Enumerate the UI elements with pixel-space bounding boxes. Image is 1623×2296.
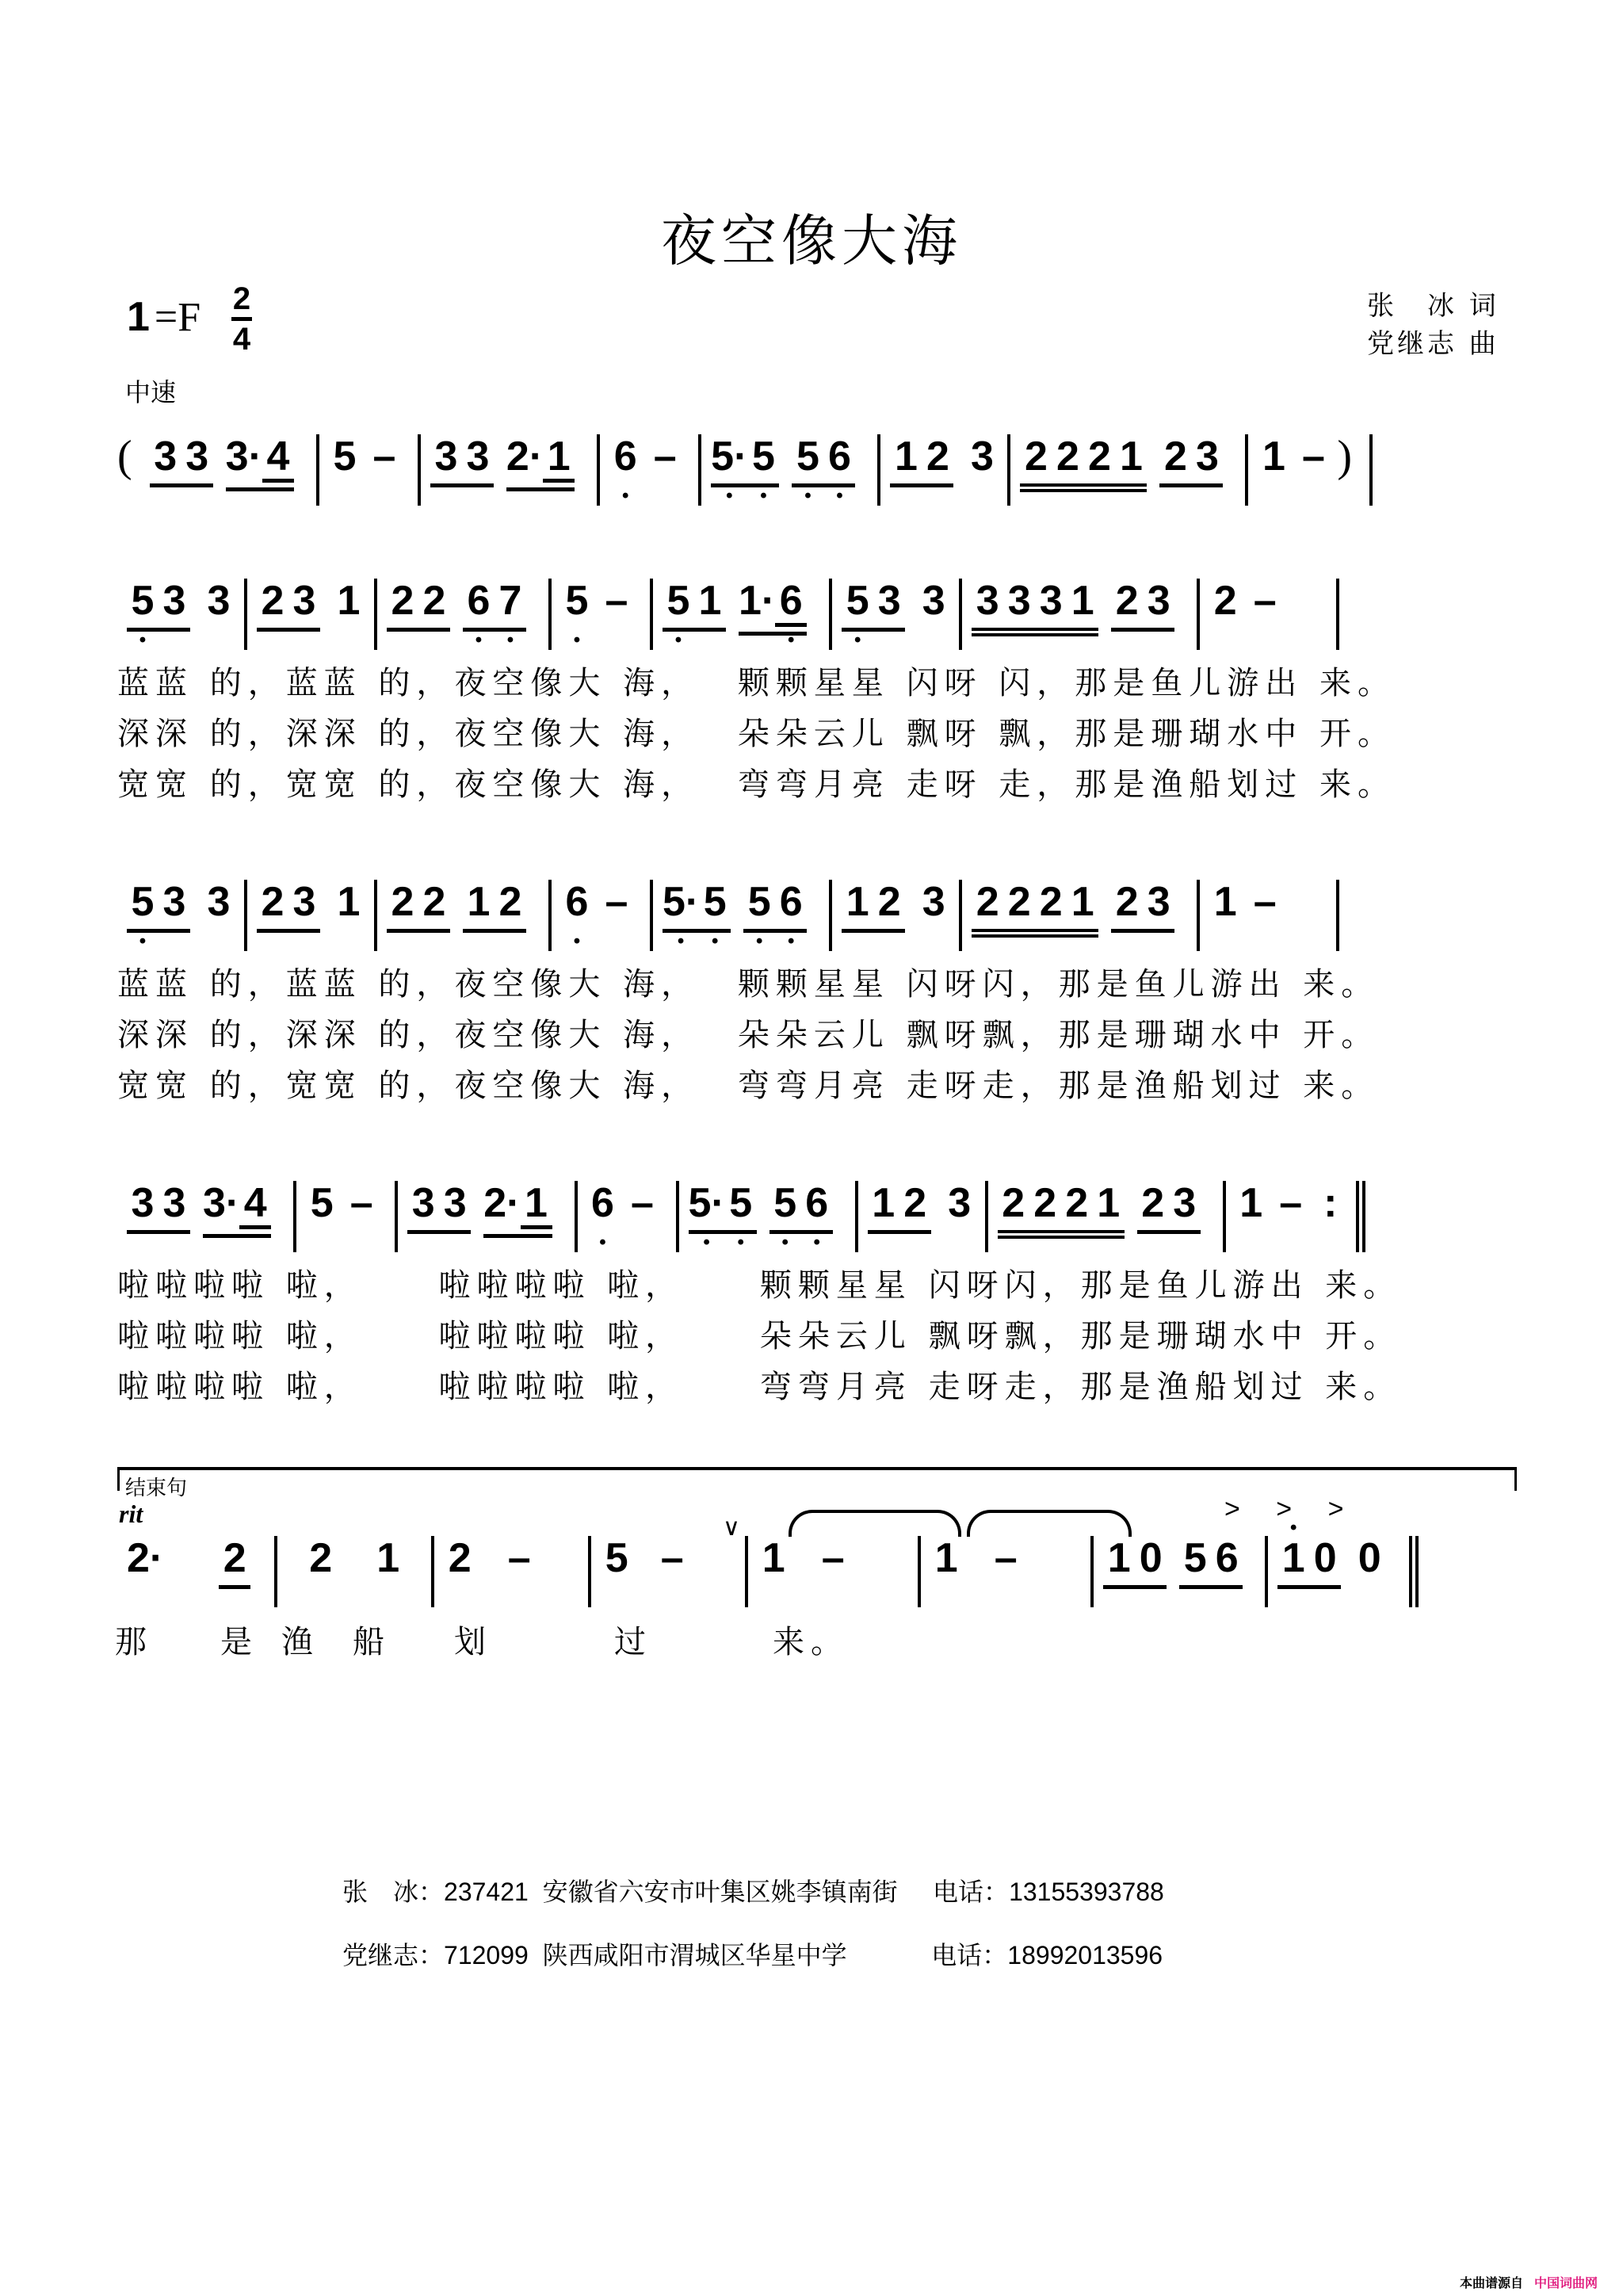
measure bbox=[293, 1181, 395, 1252]
verse-notes bbox=[117, 1181, 1512, 1260]
verse-system-1 bbox=[117, 579, 1512, 810]
note-group bbox=[127, 880, 190, 933]
note: 3 bbox=[207, 879, 231, 925]
note: 3 bbox=[162, 578, 186, 624]
spacer bbox=[529, 1941, 543, 1969]
note: 4 bbox=[262, 434, 294, 483]
coda-lyric: 来。 bbox=[773, 1624, 849, 1660]
note-group bbox=[1179, 1536, 1243, 1589]
dash: – bbox=[821, 1535, 845, 1581]
note-group bbox=[972, 880, 1098, 938]
lyric-line: 宽宽 的，宽宽 的，夜空像大 海， 弯弯月亮 走呀走，那是渔船划过 来。 bbox=[117, 1068, 1380, 1104]
note-group bbox=[890, 434, 953, 487]
note: 1 bbox=[1097, 1180, 1121, 1226]
composer-credit: 党继志 曲 bbox=[1367, 328, 1499, 360]
intro-system bbox=[117, 434, 1512, 514]
note: 2· bbox=[127, 1535, 164, 1581]
note: 3 bbox=[1147, 578, 1170, 624]
measure bbox=[1265, 1536, 1419, 1607]
note: 5· • bbox=[663, 880, 699, 924]
note: 3 bbox=[411, 1180, 435, 1226]
note-group bbox=[1111, 880, 1174, 933]
note: 3 bbox=[1147, 879, 1170, 925]
measure bbox=[374, 880, 548, 951]
measure bbox=[117, 579, 244, 650]
lyric-line: 宽宽 的，宽宽 的，夜空像大 海， 弯弯月亮 走呀 走，那是渔船划过 来。 bbox=[117, 766, 1396, 803]
note: 2 bbox=[422, 879, 446, 925]
note-group bbox=[387, 579, 450, 632]
measure bbox=[117, 1536, 274, 1607]
note: 2 bbox=[223, 1535, 246, 1581]
key-note: =F bbox=[154, 295, 201, 340]
coda-system bbox=[117, 1536, 1512, 1615]
note: 2 bbox=[976, 879, 999, 925]
contact-name: 党继志： bbox=[342, 1941, 445, 1969]
note: 1 bbox=[337, 879, 361, 925]
note: 2 bbox=[877, 879, 901, 925]
measure bbox=[985, 1181, 1223, 1252]
note: 1 bbox=[543, 434, 575, 483]
note-group bbox=[792, 434, 855, 487]
note: 2 bbox=[261, 879, 285, 925]
note: 1 bbox=[872, 1180, 896, 1226]
note: 5 • bbox=[747, 434, 779, 479]
ending-bracket bbox=[117, 1467, 1517, 1491]
dash: – bbox=[507, 1535, 531, 1581]
note-group bbox=[868, 1181, 931, 1234]
contact-phone: 13155393788 bbox=[1009, 1878, 1164, 1906]
note: 2 bbox=[926, 434, 949, 479]
note: 3 bbox=[292, 879, 316, 925]
note: 5 • bbox=[725, 1181, 757, 1225]
measure bbox=[244, 579, 374, 650]
spacer bbox=[898, 1878, 933, 1906]
coda-lyric: 是 bbox=[220, 1624, 258, 1660]
measure bbox=[1245, 434, 1373, 506]
verse-system-2 bbox=[117, 880, 1512, 1111]
source-label: 本曲谱源自 bbox=[1460, 2277, 1524, 2290]
note: 1 bbox=[762, 1535, 785, 1581]
measure bbox=[575, 1181, 676, 1252]
measure bbox=[1197, 880, 1339, 951]
accent-marks: > > > bbox=[1224, 1494, 1358, 1524]
note: 1 bbox=[1071, 578, 1094, 624]
note: 2 bbox=[498, 879, 522, 925]
note-group bbox=[219, 1536, 250, 1589]
note: 2 bbox=[1065, 1180, 1089, 1226]
measure bbox=[698, 434, 877, 506]
note: 1 bbox=[521, 1181, 552, 1229]
note: 1· bbox=[739, 578, 776, 624]
note: 3 bbox=[443, 1180, 467, 1226]
note-group bbox=[769, 1181, 833, 1234]
measure bbox=[1090, 1536, 1265, 1607]
dash: – bbox=[1301, 434, 1325, 479]
note-group bbox=[127, 1181, 190, 1234]
note: 7 • bbox=[495, 579, 526, 623]
note: 1 bbox=[1107, 1535, 1131, 1581]
note: 6 • bbox=[587, 1181, 619, 1225]
note: 3 bbox=[970, 434, 994, 479]
time-signature-bottom: 4 bbox=[232, 322, 251, 357]
note: 5· • bbox=[711, 434, 747, 479]
note-group bbox=[407, 1181, 471, 1234]
time-signature-bar bbox=[231, 317, 252, 321]
measure bbox=[829, 579, 959, 650]
measure bbox=[117, 1181, 293, 1252]
note: 1 bbox=[894, 434, 918, 479]
note: 2· bbox=[506, 434, 544, 479]
intro-notes bbox=[117, 434, 1512, 514]
note: 2 bbox=[261, 578, 285, 624]
coda-lyric: 过 bbox=[614, 1624, 652, 1660]
note: 1 bbox=[1239, 1180, 1263, 1226]
measure bbox=[395, 1181, 574, 1252]
note: 2 bbox=[391, 578, 414, 624]
note: 5 bbox=[1183, 1535, 1207, 1581]
tie-arc bbox=[789, 1510, 961, 1537]
song-title: 夜空像大海 bbox=[661, 208, 962, 273]
dash: – bbox=[1253, 879, 1277, 925]
note: 1 bbox=[1262, 434, 1285, 479]
note: 3· bbox=[225, 434, 262, 479]
note: 5 • bbox=[743, 880, 775, 924]
note: 5 bbox=[333, 434, 357, 479]
note: 3 bbox=[207, 578, 231, 624]
note: 2 bbox=[903, 1180, 927, 1226]
credits bbox=[1367, 287, 1499, 363]
note: 2 bbox=[1007, 879, 1031, 925]
dash: – bbox=[994, 1535, 1018, 1581]
note: 3 bbox=[976, 578, 999, 624]
note-group bbox=[663, 880, 731, 933]
contact-address: 陕西咸阳市渭城区华星中学 bbox=[542, 1941, 847, 1969]
note: 1 bbox=[376, 1535, 400, 1581]
note: 3 bbox=[922, 879, 945, 925]
close-paren: ) bbox=[1337, 432, 1353, 481]
note: 0 bbox=[1358, 1535, 1381, 1581]
dash: – bbox=[605, 578, 628, 624]
measure bbox=[959, 579, 1197, 650]
measure bbox=[548, 579, 650, 650]
spacer bbox=[847, 1941, 932, 1969]
note-group bbox=[842, 880, 905, 933]
dash: – bbox=[631, 1180, 654, 1226]
coda-lyric: 渔 bbox=[281, 1624, 319, 1660]
note: 1 bbox=[698, 578, 722, 624]
note-group bbox=[972, 579, 1098, 636]
note: • 1 bbox=[1277, 1536, 1309, 1580]
measure bbox=[418, 434, 597, 506]
note: 3 bbox=[162, 879, 186, 925]
lyric-line: 蓝蓝 的，蓝蓝 的，夜空像大 海， 颗颗星星 闪呀 闪，那是鱼儿游出 来。 bbox=[117, 665, 1396, 701]
repeat-sign: : bbox=[1323, 1180, 1338, 1226]
note: 3 bbox=[877, 578, 901, 624]
dash: – bbox=[349, 1180, 373, 1226]
measure bbox=[588, 1536, 745, 1607]
note-group bbox=[1137, 1181, 1201, 1234]
coda-lyric: 船 bbox=[353, 1624, 391, 1660]
note-group bbox=[483, 1181, 552, 1238]
note: 5 • bbox=[842, 579, 873, 623]
dash: – bbox=[1279, 1180, 1303, 1226]
note: 2 bbox=[1213, 578, 1237, 624]
contact-lyricist bbox=[342, 1872, 1164, 1908]
measure bbox=[1197, 579, 1339, 650]
note-group bbox=[387, 880, 450, 933]
note: 2 bbox=[1002, 1180, 1025, 1226]
lyric-line: 蓝蓝 的，蓝蓝 的，夜空像大 海， 颗颗星星 闪呀闪，那是鱼儿游出 来。 bbox=[117, 966, 1380, 1003]
note: 2 bbox=[1115, 879, 1139, 925]
measure bbox=[140, 434, 316, 506]
note: 2 bbox=[448, 1535, 472, 1581]
key-signature bbox=[127, 293, 200, 341]
note: 3 bbox=[185, 434, 209, 479]
note: 0 bbox=[1313, 1535, 1337, 1581]
lyricist-credit: 张 冰 词 bbox=[1367, 290, 1499, 322]
note-group bbox=[1103, 1536, 1167, 1589]
measure bbox=[855, 1181, 985, 1252]
measure bbox=[597, 434, 698, 506]
note-group bbox=[150, 434, 213, 487]
contact-phone: 18992013596 bbox=[1007, 1941, 1163, 1969]
note: 5 bbox=[605, 1535, 628, 1581]
note: 1 bbox=[1071, 879, 1094, 925]
note: 3 bbox=[1195, 434, 1219, 479]
note-group bbox=[257, 579, 320, 632]
ritardando-mark: rit bbox=[119, 1499, 143, 1528]
note: 6 • bbox=[561, 880, 593, 924]
note-group bbox=[711, 434, 779, 487]
lyric-line: 啦啦啦啦 啦， 啦啦啦啦 啦， 弯弯月亮 走呀走，那是渔船划过 来。 bbox=[117, 1369, 1402, 1405]
note: 6 bbox=[1215, 1535, 1239, 1581]
measure bbox=[877, 434, 1007, 506]
key-tonic: 1 bbox=[127, 294, 150, 340]
note: 2 bbox=[1024, 434, 1048, 479]
measure bbox=[650, 579, 829, 650]
lyric-line: 啦啦啦啦 啦， 啦啦啦啦 啦， 朵朵云儿 飘呀飘，那是珊瑚水中 开。 bbox=[117, 1318, 1402, 1354]
time-signature bbox=[228, 282, 255, 356]
note-group bbox=[1020, 434, 1147, 492]
note: 3 bbox=[466, 434, 490, 479]
verse-notes bbox=[117, 579, 1512, 658]
note: 2· bbox=[483, 1180, 521, 1226]
note-group bbox=[1159, 434, 1223, 487]
note: 1 bbox=[1119, 434, 1143, 479]
note-group bbox=[463, 579, 526, 632]
note: 6 • bbox=[463, 579, 495, 623]
coda-lyric: 划 bbox=[454, 1624, 492, 1660]
measure bbox=[274, 1536, 431, 1607]
note: 6 • bbox=[775, 880, 807, 924]
note: 5 • bbox=[561, 579, 593, 623]
note: 5 • bbox=[663, 579, 694, 623]
tie-arc bbox=[967, 1510, 1132, 1537]
note-group bbox=[506, 434, 575, 491]
coda-lyric: 那 bbox=[115, 1624, 153, 1660]
breath-mark: ∨ bbox=[723, 1515, 740, 1541]
note: 1 bbox=[467, 879, 491, 925]
note: 3 bbox=[292, 578, 316, 624]
note: 2 bbox=[1087, 434, 1111, 479]
measure bbox=[650, 880, 829, 951]
note: 2 bbox=[1056, 434, 1079, 479]
dash: – bbox=[605, 879, 628, 925]
note: 3 bbox=[154, 434, 178, 479]
open-paren: ( bbox=[117, 432, 132, 481]
ending-label: 结束句 bbox=[125, 1476, 188, 1499]
note: 3 bbox=[1039, 578, 1063, 624]
note: 3 bbox=[162, 1180, 186, 1226]
dash: – bbox=[660, 1535, 684, 1581]
measure bbox=[316, 434, 418, 506]
contact-name: 张 冰： bbox=[342, 1878, 445, 1906]
dash: – bbox=[372, 434, 396, 479]
lyric-line: 深深 的，深深 的，夜空像大 海， 朵朵云儿 飘呀 飘，那是珊瑚水中 开。 bbox=[117, 716, 1396, 752]
note: 5· • bbox=[689, 1181, 725, 1225]
note-group bbox=[689, 1181, 757, 1234]
note: 3 bbox=[1173, 1180, 1197, 1226]
measure bbox=[745, 1536, 918, 1607]
note-group bbox=[203, 1181, 271, 1238]
note: 2 bbox=[1039, 879, 1063, 925]
source-site-link[interactable]: 中国词曲网 bbox=[1534, 2277, 1598, 2290]
note: 1 bbox=[846, 879, 869, 925]
phone-label: 电话： bbox=[933, 1878, 1010, 1906]
note: 1 bbox=[337, 578, 361, 624]
note-group bbox=[127, 579, 190, 632]
note: 6 • bbox=[823, 434, 855, 479]
note: 0 bbox=[1139, 1535, 1163, 1581]
note: 5 bbox=[310, 1180, 334, 1226]
note-group bbox=[743, 880, 807, 933]
note: 3 bbox=[1007, 578, 1031, 624]
note: 1 bbox=[934, 1535, 958, 1581]
measure bbox=[1223, 1181, 1365, 1252]
note: 2 bbox=[1163, 434, 1187, 479]
measure bbox=[829, 880, 959, 951]
contact-composer bbox=[342, 1935, 1163, 1972]
note-group bbox=[257, 880, 320, 933]
note-group bbox=[663, 579, 726, 632]
measure bbox=[431, 1536, 588, 1607]
note: 4 bbox=[239, 1181, 271, 1229]
note-group bbox=[226, 434, 294, 491]
lyric-line: 深深 的，深深 的，夜空像大 海， 朵朵云儿 飘呀飘，那是珊瑚水中 开。 bbox=[117, 1017, 1380, 1053]
note: 1 bbox=[1213, 879, 1237, 925]
measure bbox=[1007, 434, 1245, 506]
measure bbox=[548, 880, 650, 951]
note-group bbox=[1111, 579, 1174, 632]
note: 2 bbox=[309, 1535, 333, 1581]
coda-notes bbox=[117, 1536, 1512, 1615]
note: 5 • bbox=[769, 1181, 801, 1225]
verse-notes bbox=[117, 880, 1512, 959]
note: 2 bbox=[391, 879, 414, 925]
measure bbox=[676, 1181, 855, 1252]
note: 3 bbox=[948, 1180, 972, 1226]
spacer bbox=[529, 1878, 543, 1906]
note-group bbox=[739, 579, 807, 636]
note-group bbox=[430, 434, 494, 487]
note: 5 • bbox=[127, 579, 158, 623]
note: 6 • bbox=[609, 434, 641, 479]
lyric-line: 啦啦啦啦 啦， 啦啦啦啦 啦， 颗颗星星 闪呀闪，那是鱼儿游出 来。 bbox=[117, 1267, 1402, 1304]
note: 6 • bbox=[801, 1181, 833, 1225]
tempo-marking: 中速 bbox=[125, 378, 177, 407]
note: 6 • bbox=[775, 579, 807, 627]
dash: – bbox=[653, 434, 677, 479]
contact-postcode: 712099 bbox=[444, 1941, 529, 1969]
note-group bbox=[463, 880, 526, 933]
note-group bbox=[998, 1181, 1125, 1239]
note-group bbox=[1277, 1536, 1341, 1589]
note-group bbox=[842, 579, 905, 632]
phone-label: 电话： bbox=[931, 1941, 1008, 1969]
measure bbox=[244, 880, 374, 951]
dash: – bbox=[1253, 578, 1277, 624]
measure bbox=[959, 880, 1197, 951]
measure bbox=[117, 880, 244, 951]
note: 5 • bbox=[699, 880, 731, 924]
note: 5 • bbox=[792, 434, 823, 479]
note: 3 bbox=[922, 578, 945, 624]
note: 2 bbox=[422, 578, 446, 624]
contact-postcode: 237421 bbox=[444, 1878, 529, 1906]
time-signature-top: 2 bbox=[232, 281, 251, 316]
measure bbox=[374, 579, 548, 650]
note: 3· bbox=[203, 1180, 240, 1226]
measure bbox=[918, 1536, 1090, 1607]
source-credit bbox=[1460, 2273, 1598, 2291]
note: 2 bbox=[1115, 578, 1139, 624]
note: 2 bbox=[1141, 1180, 1165, 1226]
verse-system-3 bbox=[117, 1181, 1512, 1412]
contact-address: 安徽省六安市叶集区姚李镇南街 bbox=[542, 1878, 898, 1906]
note: 5 • bbox=[127, 880, 158, 924]
note: 2 bbox=[1033, 1180, 1057, 1226]
note: 3 bbox=[131, 1180, 155, 1226]
note: 3 bbox=[434, 434, 458, 479]
